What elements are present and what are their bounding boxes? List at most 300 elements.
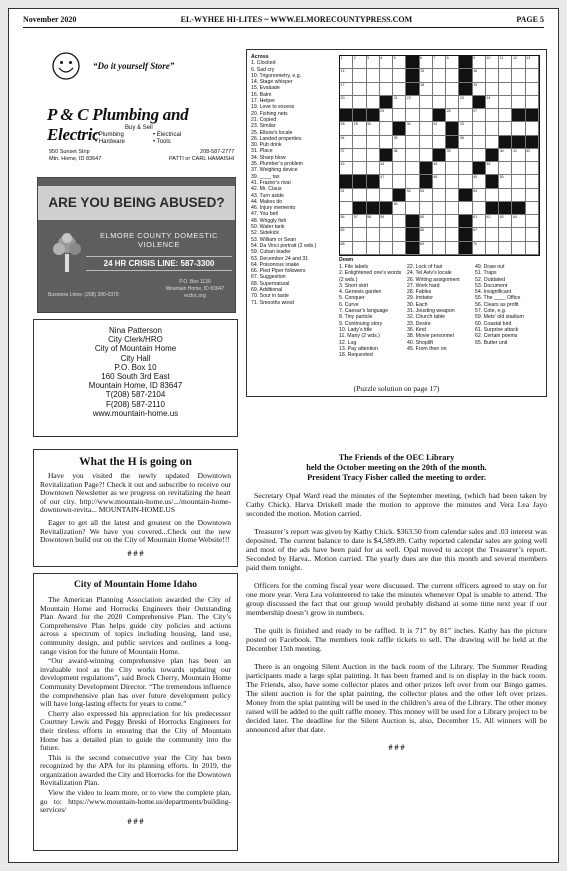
- grid-cell[interactable]: [526, 202, 539, 215]
- across-clue: 70. Sour in taste: [251, 293, 289, 300]
- grid-cell[interactable]: [486, 69, 499, 82]
- grid-cell[interactable]: [340, 149, 353, 162]
- grid-cell[interactable]: [433, 96, 446, 109]
- grid-cell[interactable]: [380, 215, 393, 228]
- grid-cell[interactable]: [486, 242, 499, 255]
- grid-cell[interactable]: [380, 56, 393, 69]
- across-clue: 20. Fishing nets: [251, 110, 288, 117]
- grid-cell[interactable]: [367, 162, 380, 175]
- grid-block: [446, 122, 459, 135]
- grid-cell[interactable]: [353, 149, 366, 162]
- grid-cell-number: 30: [367, 122, 372, 127]
- grid-cell[interactable]: [406, 175, 419, 188]
- across-clue: 71. Smooths wood: [251, 299, 294, 306]
- grid-cell[interactable]: [486, 56, 499, 69]
- down-clue: 1. File labels: [339, 264, 369, 270]
- across-heading: Across: [251, 54, 269, 60]
- down-clue: 5. Conquer: [339, 295, 365, 302]
- grid-cell-number: 22: [406, 95, 411, 100]
- grid-cell[interactable]: [340, 69, 353, 82]
- down-heading: Down: [339, 257, 354, 263]
- down-clue: 60. Coastal bird: [475, 320, 512, 327]
- grid-cell[interactable]: [499, 189, 512, 202]
- grid-cell[interactable]: [353, 242, 366, 255]
- grid-cell[interactable]: [486, 215, 499, 228]
- grid-cell-number: 7: [433, 56, 436, 60]
- grid-cell[interactable]: [446, 242, 459, 255]
- grid-cell[interactable]: [380, 189, 393, 202]
- grid-cell[interactable]: [433, 242, 446, 255]
- grid-cell[interactable]: [446, 215, 459, 228]
- grid-cell[interactable]: [433, 56, 446, 69]
- article-headline: [246, 453, 547, 483]
- down-clue: 11. Many (2 wds.): [339, 333, 380, 340]
- grid-block: [459, 228, 472, 241]
- grid-cell[interactable]: [433, 122, 446, 135]
- grid-block: [380, 149, 393, 162]
- grid-cell[interactable]: [459, 175, 472, 188]
- grid-cell[interactable]: [499, 109, 512, 122]
- grid-cell-number: 54: [473, 188, 478, 193]
- grid-cell[interactable]: [367, 228, 380, 241]
- grid-cell[interactable]: [446, 162, 459, 175]
- grid-cell[interactable]: [380, 122, 393, 135]
- down-clue: 8. Tiny particle: [339, 314, 373, 321]
- grid-block: [406, 56, 419, 69]
- grid-cell[interactable]: [367, 69, 380, 82]
- grid-cell[interactable]: [473, 215, 486, 228]
- grid-cell[interactable]: [393, 242, 406, 255]
- grid-cell[interactable]: [446, 175, 459, 188]
- across-clue: 52. Sidekick: [251, 230, 279, 237]
- down-clue: 52. Outdated: [475, 276, 505, 283]
- grid-cell[interactable]: [526, 122, 539, 135]
- grid-cell[interactable]: [420, 215, 433, 228]
- grid-cell[interactable]: [380, 109, 393, 122]
- grid-cell[interactable]: [340, 96, 353, 109]
- down-clue: 27. Work hard: [407, 282, 440, 289]
- grid-cell[interactable]: [486, 228, 499, 241]
- grid-cell[interactable]: [406, 96, 419, 109]
- grid-cell[interactable]: [486, 122, 499, 135]
- grid-cell[interactable]: [380, 162, 393, 175]
- grid-cell[interactable]: [473, 83, 486, 96]
- grid-cell[interactable]: [353, 83, 366, 96]
- article-paragraph: Have you visited the newly updated Downtown Revitalization Page?! Check it out and subscribe to receive our Downtown Newsletter as we progress on revitalizing the heart of our city. http://www.mountain-home.us/.../mountain-home-downtown-revita... MOUNTAIN-HOME.US: [40, 471, 231, 515]
- grid-cell-number: 64: [512, 215, 517, 220]
- grid-cell[interactable]: [512, 83, 525, 96]
- smiley-face-icon: [51, 51, 81, 81]
- across-clue: 19. Love to excess: [251, 104, 295, 111]
- grid-cell[interactable]: [420, 136, 433, 149]
- down-clue: 2. Enlightened one’s words (2 wds.): [339, 270, 402, 283]
- grid-cell[interactable]: [499, 228, 512, 241]
- grid-cell-number: 52: [406, 188, 411, 193]
- grid-cell[interactable]: [512, 122, 525, 135]
- grid-block: [433, 109, 446, 122]
- grid-cell[interactable]: [486, 162, 499, 175]
- grid-cell-number: 49: [473, 175, 478, 180]
- grid-cell[interactable]: [512, 175, 525, 188]
- grid-cell[interactable]: [446, 189, 459, 202]
- grid-cell[interactable]: [473, 189, 486, 202]
- grid-cell[interactable]: [340, 228, 353, 241]
- grid-cell[interactable]: [512, 189, 525, 202]
- down-clue: 55. The ____ Office: [475, 295, 521, 302]
- grid-cell[interactable]: [486, 136, 499, 149]
- grid-cell[interactable]: [340, 189, 353, 202]
- grid-cell[interactable]: [446, 149, 459, 162]
- grid-cell[interactable]: [433, 69, 446, 82]
- grid-block: [380, 96, 393, 109]
- grid-cell-number: 63: [499, 215, 504, 220]
- clerk-line: P.O. Box 10: [114, 362, 157, 372]
- tree-logo-icon: [50, 230, 84, 276]
- grid-cell[interactable]: [393, 83, 406, 96]
- grid-cell[interactable]: [353, 56, 366, 69]
- grid-cell[interactable]: [526, 83, 539, 96]
- grid-block: [459, 69, 472, 82]
- grid-cell[interactable]: [512, 69, 525, 82]
- grid-cell[interactable]: [406, 149, 419, 162]
- grid-cell[interactable]: [420, 122, 433, 135]
- grid-cell[interactable]: [512, 228, 525, 241]
- grid-cell[interactable]: [340, 202, 353, 215]
- grid-block: [353, 202, 366, 215]
- across-clue: 66. Pied Piper followers: [251, 268, 306, 275]
- down-clue: 54. Insignificant: [475, 289, 512, 296]
- grid-cell-number: 45: [433, 162, 438, 167]
- grid-cell[interactable]: [446, 228, 459, 241]
- grid-cell[interactable]: [420, 83, 433, 96]
- grid-cell[interactable]: [367, 96, 380, 109]
- grid-cell[interactable]: [367, 83, 380, 96]
- grid-cell[interactable]: [393, 109, 406, 122]
- grid-cell[interactable]: [459, 96, 472, 109]
- headline-line: held the October meeting on the 20th of the month.: [306, 463, 487, 472]
- grid-cell-number: 35: [393, 135, 398, 140]
- header-date: November 2020: [23, 15, 77, 24]
- grid-cell[interactable]: [499, 215, 512, 228]
- pc-plumbing-ad: [33, 49, 236, 167]
- grid-cell-number: 36: [459, 135, 464, 140]
- down-clue: 30. Each: [407, 301, 428, 308]
- grid-cell[interactable]: [459, 202, 472, 215]
- grid-cell[interactable]: [499, 242, 512, 255]
- grid-block: [446, 136, 459, 149]
- grid-cell[interactable]: [340, 242, 353, 255]
- grid-cell[interactable]: [459, 136, 472, 149]
- grid-cell[interactable]: [486, 96, 499, 109]
- grid-cell[interactable]: [446, 109, 459, 122]
- grid-cell[interactable]: [473, 149, 486, 162]
- grid-cell[interactable]: [367, 136, 380, 149]
- grid-cell[interactable]: [486, 83, 499, 96]
- across-clue: 67. Suggestion: [251, 274, 286, 281]
- grid-cell[interactable]: [393, 136, 406, 149]
- across-clue: 59. Cuban leader: [251, 249, 291, 256]
- grid-cell[interactable]: [526, 149, 539, 162]
- grid-cell-number: 17: [340, 82, 345, 87]
- grid-cell[interactable]: [340, 136, 353, 149]
- grid-cell-number: 34: [340, 135, 345, 140]
- grid-cell[interactable]: [340, 215, 353, 228]
- grid-cell[interactable]: [393, 215, 406, 228]
- grid-cell[interactable]: [380, 83, 393, 96]
- grid-cell[interactable]: [353, 228, 366, 241]
- grid-cell[interactable]: [473, 56, 486, 69]
- grid-cell[interactable]: [393, 162, 406, 175]
- grid-cell-number: 6: [420, 56, 423, 60]
- grid-cell[interactable]: [433, 189, 446, 202]
- grid-cell[interactable]: [353, 136, 366, 149]
- grid-cell[interactable]: [406, 202, 419, 215]
- grid-block: [420, 175, 433, 188]
- down-clue: 13. Pay attention: [339, 345, 378, 352]
- down-clue: 36. Kind: [407, 326, 427, 333]
- grid-cell[interactable]: [433, 202, 446, 215]
- grid-cell[interactable]: [353, 96, 366, 109]
- grid-cell[interactable]: [526, 96, 539, 109]
- grid-cell[interactable]: [393, 228, 406, 241]
- down-clue: 18. Requested: [339, 352, 373, 359]
- grid-cell[interactable]: [512, 56, 525, 69]
- grid-cell[interactable]: [526, 189, 539, 202]
- grid-block: [393, 122, 406, 135]
- grid-cell[interactable]: [433, 215, 446, 228]
- clerk-line: F(208) 587-2110: [106, 399, 165, 409]
- grid-cell[interactable]: [446, 202, 459, 215]
- grid-cell[interactable]: [473, 228, 486, 241]
- grid-cell[interactable]: [499, 175, 512, 188]
- grid-cell-number: 62: [486, 215, 491, 220]
- pc-address-line: 950 Sunset Strip: [49, 149, 90, 155]
- grid-cell-number: 16: [473, 69, 478, 74]
- grid-cell-number: 55: [393, 201, 398, 206]
- grid-cell-number: 11: [499, 56, 504, 60]
- grid-cell[interactable]: [499, 149, 512, 162]
- grid-cell-number: 42: [526, 148, 531, 153]
- grid-cell[interactable]: [406, 162, 419, 175]
- clerk-line: 160 South 3rd East: [101, 372, 170, 382]
- grid-cell[interactable]: [473, 109, 486, 122]
- grid-block: [367, 202, 380, 215]
- grid-cell[interactable]: [459, 162, 472, 175]
- grid-block: [353, 109, 366, 122]
- grid-cell[interactable]: [433, 136, 446, 149]
- across-clue: 1. Clocked: [251, 60, 276, 67]
- across-clue: 14. Stage whisper: [251, 79, 293, 86]
- grid-cell[interactable]: [526, 56, 539, 69]
- grid-cell[interactable]: [367, 189, 380, 202]
- grid-cell[interactable]: [486, 189, 499, 202]
- grid-cell[interactable]: [486, 109, 499, 122]
- grid-cell[interactable]: [473, 175, 486, 188]
- grid-cell[interactable]: [512, 215, 525, 228]
- grid-cell[interactable]: [380, 136, 393, 149]
- grid-cell[interactable]: [393, 175, 406, 188]
- grid-block: [406, 242, 419, 255]
- grid-cell[interactable]: [406, 109, 419, 122]
- grid-cell[interactable]: [367, 56, 383, 69]
- grid-cell-number: 46: [486, 162, 491, 167]
- grid-cell[interactable]: [420, 56, 436, 69]
- grid-cell[interactable]: [420, 242, 433, 255]
- grid-block: [512, 136, 525, 149]
- grid-cell[interactable]: [380, 175, 393, 188]
- grid-cell[interactable]: [512, 96, 525, 109]
- down-clue: 29. Imitator: [407, 295, 433, 302]
- grid-cell[interactable]: [526, 242, 539, 255]
- grid-cell-number: 41: [512, 148, 517, 153]
- across-clue: 44. Makes do: [251, 198, 283, 205]
- grid-cell[interactable]: [420, 109, 433, 122]
- pc-owners: PATTI or CARL HAMAISHI: [169, 156, 235, 162]
- article-end-mark: # # #: [127, 548, 144, 558]
- grid-cell-number: 4: [380, 56, 383, 60]
- across-clue: 26. Landed properties: [251, 135, 302, 142]
- grid-cell[interactable]: [393, 69, 406, 82]
- across-clue: 15. Evaluate: [251, 85, 280, 92]
- grid-cell[interactable]: [340, 56, 353, 69]
- grid-cell[interactable]: [393, 56, 406, 69]
- grid-cell[interactable]: [433, 228, 446, 241]
- grid-cell[interactable]: [420, 69, 433, 82]
- grid-cell[interactable]: [420, 202, 433, 215]
- down-clue: 12. Lug: [339, 339, 357, 346]
- grid-cell[interactable]: [526, 228, 539, 241]
- grid-cell[interactable]: [512, 242, 525, 255]
- grid-cell[interactable]: [367, 122, 380, 135]
- grid-cell[interactable]: [353, 162, 366, 175]
- grid-cell[interactable]: [526, 215, 539, 228]
- article-title: City of Mountain Home Idaho: [74, 580, 197, 590]
- grid-cell-number: 65: [340, 228, 345, 233]
- grid-cell-number: 60: [420, 215, 425, 220]
- grid-cell[interactable]: [367, 215, 380, 228]
- article-title: What the H is going on: [79, 456, 192, 468]
- grid-cell-number: 25: [380, 109, 385, 114]
- domestic-violence-ad: [37, 177, 236, 313]
- grid-cell[interactable]: [380, 69, 393, 82]
- grid-cell[interactable]: [340, 122, 353, 135]
- grid-block: [499, 136, 512, 149]
- grid-cell[interactable]: [340, 83, 353, 96]
- grid-cell[interactable]: [473, 69, 486, 82]
- grid-cell[interactable]: [499, 56, 512, 69]
- grid-cell[interactable]: [446, 83, 459, 96]
- down-clues-col: [475, 264, 541, 358]
- grid-cell[interactable]: [353, 189, 366, 202]
- headline-line: The Friends of the OEC Library: [338, 453, 455, 462]
- down-clues-col: [407, 264, 473, 358]
- article-paragraph: Cherry also expressed his appreciation for his predecessor Courtney Lewis and Peggy Breski of Horrocks Engineers for their tireless efforts in ensuring that the City of Mountain Home has a detailed plan to guide the community into the future.: [40, 708, 231, 753]
- across-clue: 30. Pub drink: [251, 142, 282, 149]
- grid-cell[interactable]: [473, 242, 486, 255]
- grid-cell[interactable]: [459, 149, 472, 162]
- down-heading-wrap: [339, 257, 353, 263]
- grid-cell-number: 50: [499, 175, 504, 180]
- grid-cell-number: 70: [473, 241, 478, 246]
- grid-cell[interactable]: [499, 69, 512, 82]
- grid-cell[interactable]: [367, 242, 380, 255]
- article-end-mark: # # #: [127, 816, 144, 826]
- crossword-grid[interactable]: [339, 55, 540, 256]
- pc-slogan: “Do it yourself Store”: [93, 61, 175, 71]
- grid-cell[interactable]: [499, 162, 512, 175]
- grid-cell[interactable]: [353, 122, 366, 135]
- grid-cell[interactable]: [446, 96, 459, 109]
- article-paragraph: Treasurer’s report was given by Kathy Chick. $363.50 from calendar sales and .03 interest was deposited. The current balance to date is $4,589.89. Cathy reported calendar sales are going well and most of the ads have been paid for as well. Opal moved to accept the Treasurer’s report. Seconded by Harva.. Motion carried. The yearly dues are due this month and several members paid them tonight.: [246, 527, 547, 572]
- grid-cell[interactable]: [380, 228, 393, 241]
- grid-cell[interactable]: [393, 202, 406, 215]
- grid-cell[interactable]: [353, 69, 366, 82]
- pc-item: • Hardware: [95, 139, 125, 145]
- grid-cell[interactable]: [499, 122, 512, 135]
- grid-cell[interactable]: [420, 189, 433, 202]
- grid-cell[interactable]: [526, 162, 539, 175]
- grid-cell[interactable]: [526, 175, 539, 188]
- grid-cell[interactable]: [420, 228, 433, 241]
- grid-cell[interactable]: [393, 149, 406, 162]
- grid-block: [393, 189, 406, 202]
- across-clue: 35. Plumber’s problem: [251, 161, 303, 168]
- grid-cell[interactable]: [406, 136, 419, 149]
- grid-cell[interactable]: [380, 242, 393, 255]
- grid-cell[interactable]: [353, 215, 366, 228]
- grid-cell[interactable]: [499, 83, 512, 96]
- newspaper-page: [8, 8, 559, 863]
- grid-cell[interactable]: [433, 162, 446, 175]
- grid-cell-number: 24: [486, 95, 491, 100]
- grid-cell[interactable]: [420, 96, 433, 109]
- grid-cell[interactable]: [473, 202, 486, 215]
- down-clue: 33. Desire: [407, 320, 431, 327]
- grid-cell[interactable]: [433, 175, 446, 188]
- article-paragraph: The quilt is finished and ready to be raffled. It is 71” by 81” inches. Kathy has the picture posted on Facebook. The members took raffle tickets to sell. The drawing will be held at the December 15th meeting.: [246, 626, 547, 653]
- grid-block: [459, 83, 472, 96]
- grid-cell[interactable]: [433, 83, 446, 96]
- grid-cell[interactable]: [406, 122, 419, 135]
- grid-cell-number: 43: [340, 162, 345, 167]
- grid-cell-number: 28: [340, 122, 345, 127]
- grid-block: [459, 189, 472, 202]
- grid-cell[interactable]: [420, 149, 433, 162]
- clerk-website[interactable]: www.mountain-home.us: [92, 408, 179, 418]
- grid-cell[interactable]: [526, 69, 539, 82]
- grid-cell[interactable]: [393, 96, 406, 109]
- down-clue: 51. Traps: [475, 270, 497, 277]
- grid-cell[interactable]: [340, 162, 353, 175]
- grid-cell[interactable]: [459, 109, 472, 122]
- grid-cell[interactable]: [446, 56, 459, 69]
- grid-cell[interactable]: [446, 69, 459, 82]
- grid-cell[interactable]: [473, 136, 486, 149]
- down-clue: 61. Surprise attack: [475, 326, 519, 333]
- grid-cell[interactable]: [512, 149, 525, 162]
- grid-cell[interactable]: [473, 122, 486, 135]
- abuse-org-name: [88, 231, 230, 249]
- down-clue: 65. Butter unit: [475, 339, 508, 346]
- grid-cell[interactable]: [499, 96, 512, 109]
- grid-cell[interactable]: [406, 189, 419, 202]
- grid-cell[interactable]: [459, 122, 472, 135]
- grid-cell[interactable]: [367, 149, 380, 162]
- grid-cell-number: 32: [433, 122, 438, 127]
- across-clue: 47. You bet!: [251, 211, 279, 218]
- grid-cell[interactable]: [512, 162, 525, 175]
- grid-cell-number: 15: [420, 69, 425, 74]
